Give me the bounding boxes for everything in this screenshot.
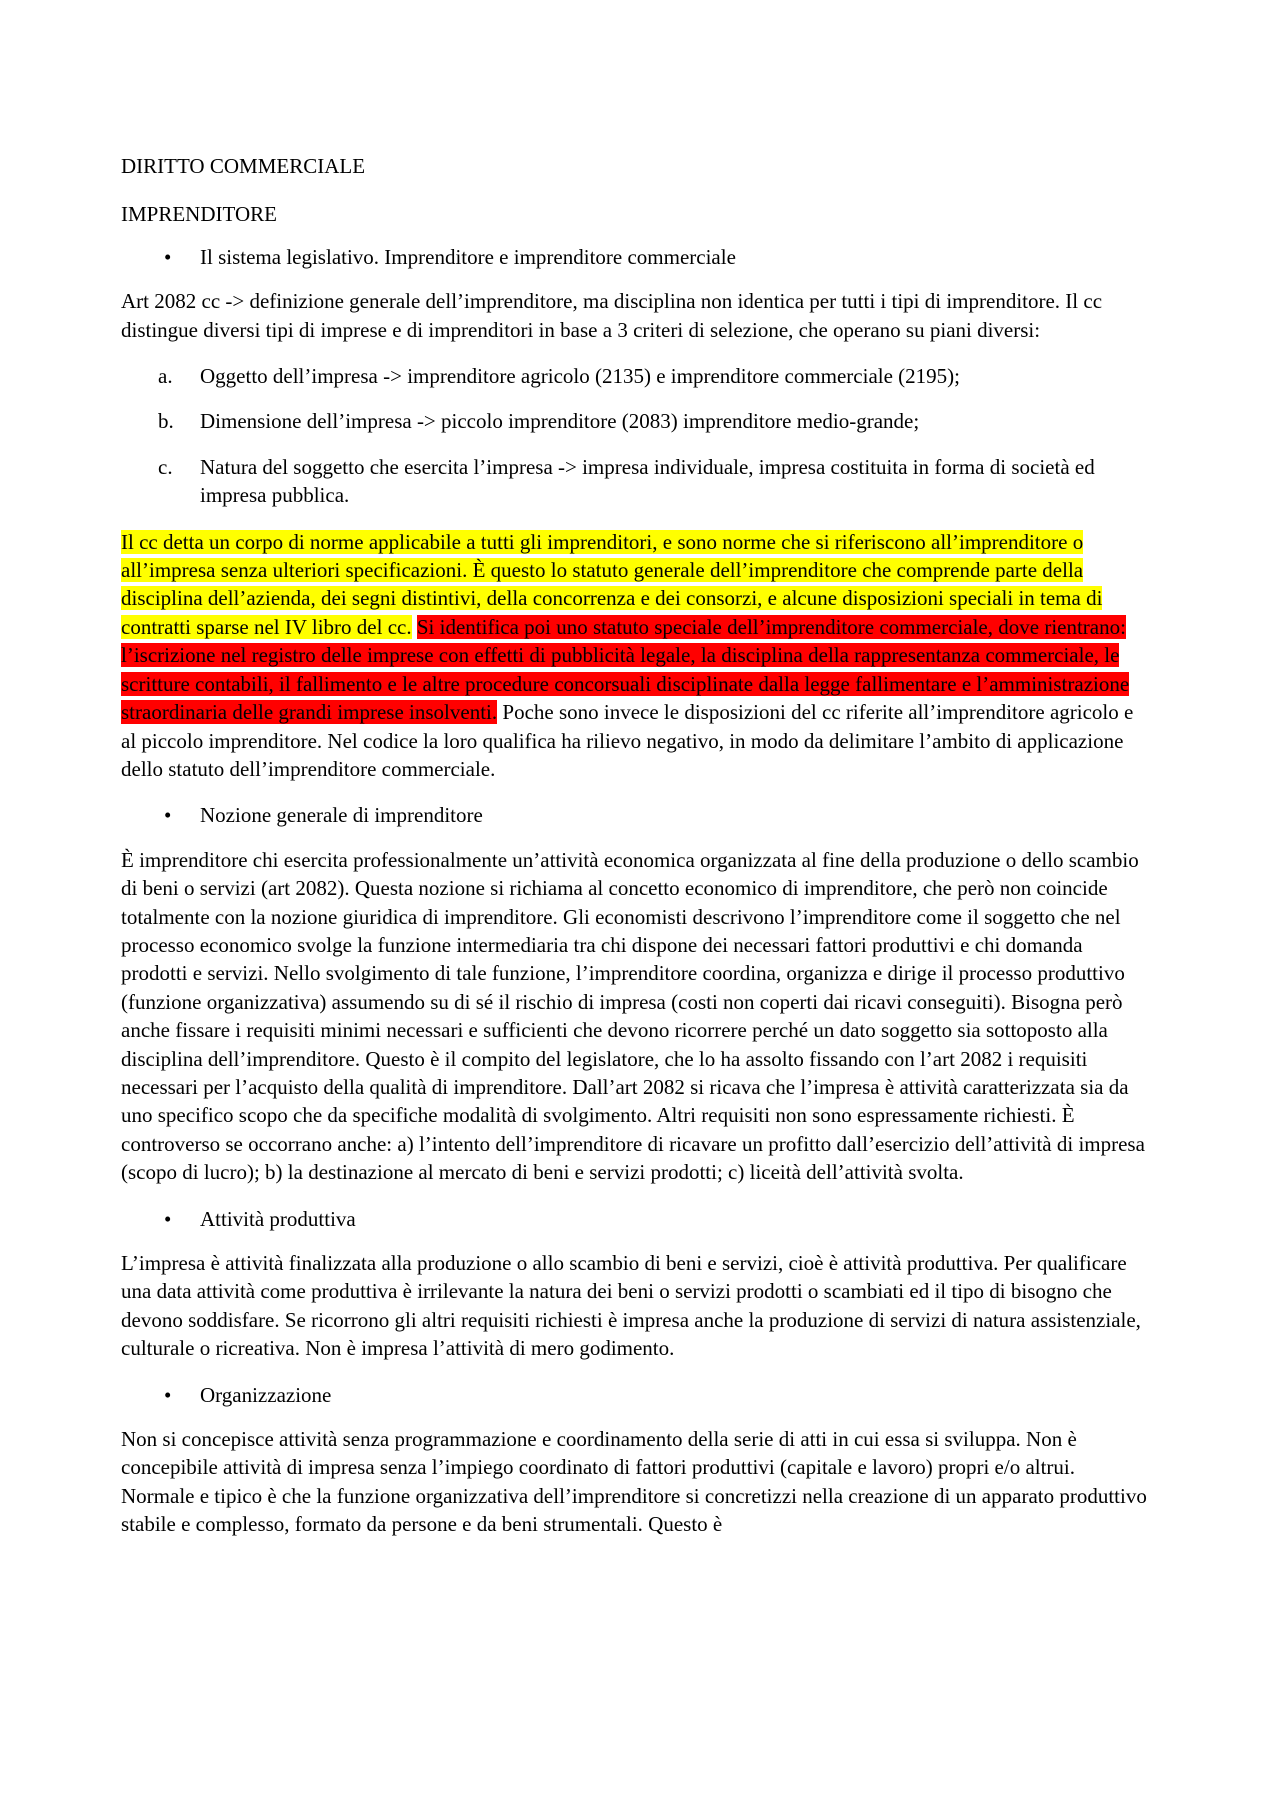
list-item [121,362,1152,390]
plain-text: Poche sono invece le disposizioni del cc riferite all’imprenditore agricolo e al piccolo imprenditore. Nel codice la loro qualifica ha rilievo negativo, in modo da delimitare l’ambito di applicazione dello statuto dell’imprenditore commerciale. [121,700,1134,781]
bullet-text: Nozione generale di imprenditore [200,803,483,828]
bullet-text: Attività produttiva [200,1206,356,1231]
paragraph-nozione: È imprenditore chi esercita professionalmente un’attività economica organizzata al fine della produzione o dello scambio di beni o servizi (art 2082). Questa nozione si richiama al concetto economico di imprenditore, che però non coincide totalmente con la nozione giuridica di imprenditore. Gli economisti descrivono l’imprenditore come il soggetto che nel processo economico svolge la funzione intermediaria tra chi dispone dei necessari fattori produttivi e chi domanda prodotti e servizi. Nello svolgimento di tale funzione, l’imprenditore coordina, organizza e dirige il processo produttivo (funzione organizzativa) assumendo su di sé il rischio di impresa (costi non coperti dai ricavi conseguiti). Bisogna però anche fissare i requisiti minimi necessari e sufficienti che devono ricorrere perché un dato soggetto sia sottoposto alla disciplina dell’imprenditore. Questo è il compito del legislatore, che lo ha assolto fissando con l’art 2082 i requisiti necessari per l’acquisto della qualità di imprenditore. Dall’art 2082 si ricava che l’impresa è attività caratterizzata sia da uno specifico scopo che da specifiche modalità di svolgimento. Altri requisiti non sono espressamente richiesti. È controverso se occorrano anche: a) l’intento dell’imprenditore di ricavare un profitto dall’esercizio dell’attività di impresa (scopo di lucro); b) la destinazione al mercato di beni e servizi prodotti; c) liceità dell’attività svolta. [121,847,1145,1185]
bullet-icon: • [164,1382,172,1407]
list-item [121,453,1152,510]
list-item-text: Oggetto dell’impresa -> imprenditore agricolo (2135) e imprenditore commerciale (2195); [200,364,960,389]
paragraph-art-2082: Art 2082 cc -> definizione generale dell’imprenditore, ma disciplina non identica per tutti i tipi di imprenditore. Il cc distingue diversi tipi di imprese e di imprenditori in base a 3 criteri di selezione, che operano su piani diversi: [121,289,1103,342]
red-highlight-text: Si identifica poi uno statuto speciale dell’imprenditore commerciale, dove rientrano: l’iscrizione nel registro delle imprese con effetti di pubblicità legale, la disciplina della rappresentanza commerciale, le scritture contabili, il fallimento e le altre procedure concorsuali disciplinate dalla legge fallimentare e l’amministrazione straordinaria delle grandi imprese insolventi. [121,614,1130,725]
document-title: DIRITTO COMMERCIALE [121,154,366,178]
bullet-heading-organizzazione [121,1381,1152,1409]
bullet-icon: • [164,244,172,269]
list-marker: a. [158,364,173,389]
bullet-icon: • [164,1206,172,1231]
section-heading: IMPRENDITORE [121,202,277,227]
bullet-text: Il sistema legislativo. Imprenditore e imprenditore commerciale [200,244,736,269]
bullet-heading-attivita-produttiva [121,1205,1152,1233]
list-marker: b. [158,409,174,434]
paragraph-statuto [121,528,1152,784]
paragraph-attivita-produttiva: L’impresa è attività finalizzata alla produzione o allo scambio di beni e servizi, cioè è attività produttiva. Per qualificare una data attività come produttiva è irrilevante la natura dei beni o servizi prodotti o scambiati ed il tipo di bisogno che devono soddisfare. Se ricorrono gli altri requisiti richiesti è impresa anche la produzione di servizi di natura assistenziale, culturale o ricreativa. Non è impresa l’attività di mero godimento. [121,1251,1141,1361]
criteria-list [121,362,1152,510]
list-item [121,407,1152,435]
bullet-icon: • [164,803,172,828]
bullet-heading-sistema-legislativo [121,243,1152,271]
list-item-text: Dimensione dell’impresa -> piccolo imprenditore (2083) imprenditore medio-grande; [200,409,920,434]
bullet-heading-nozione [121,801,1152,829]
list-item-text: Natura del soggetto che esercita l’impresa -> impresa individuale, impresa costituita in forma di società ed impresa pubblica. [200,454,1095,508]
bullet-text: Organizzazione [200,1382,332,1407]
paragraph-organizzazione: Non si concepisce attività senza programmazione e coordinamento della serie di atti in cui essa si sviluppa. Non è concepibile attività di impresa senza l’impiego coordinato di fattori produttivi (capitale e lavoro) propri e/o altrui. Normale e tipico è che la funzione organizzativa dell’imprenditore si concretizzi nella creazione di un apparato produttivo stabile e complesso, formato da persone e da beni strumentali. Questo è [121,1427,1147,1537]
list-marker: c. [158,454,173,479]
yellow-highlight-text: Il cc detta un corpo di norme applicabile a tutti gli imprenditori, e sono norme che si riferiscono all’imprenditore o all’impresa senza ulteriori specificazioni. È questo lo statuto generale dell’imprenditore che comprende parte della disciplina dell’azienda, dei segni distintivi, della concorrenza e dei consorzi, e alcune disposizioni speciali in tema di contratti sparse nel IV libro del cc. [121,529,1103,639]
